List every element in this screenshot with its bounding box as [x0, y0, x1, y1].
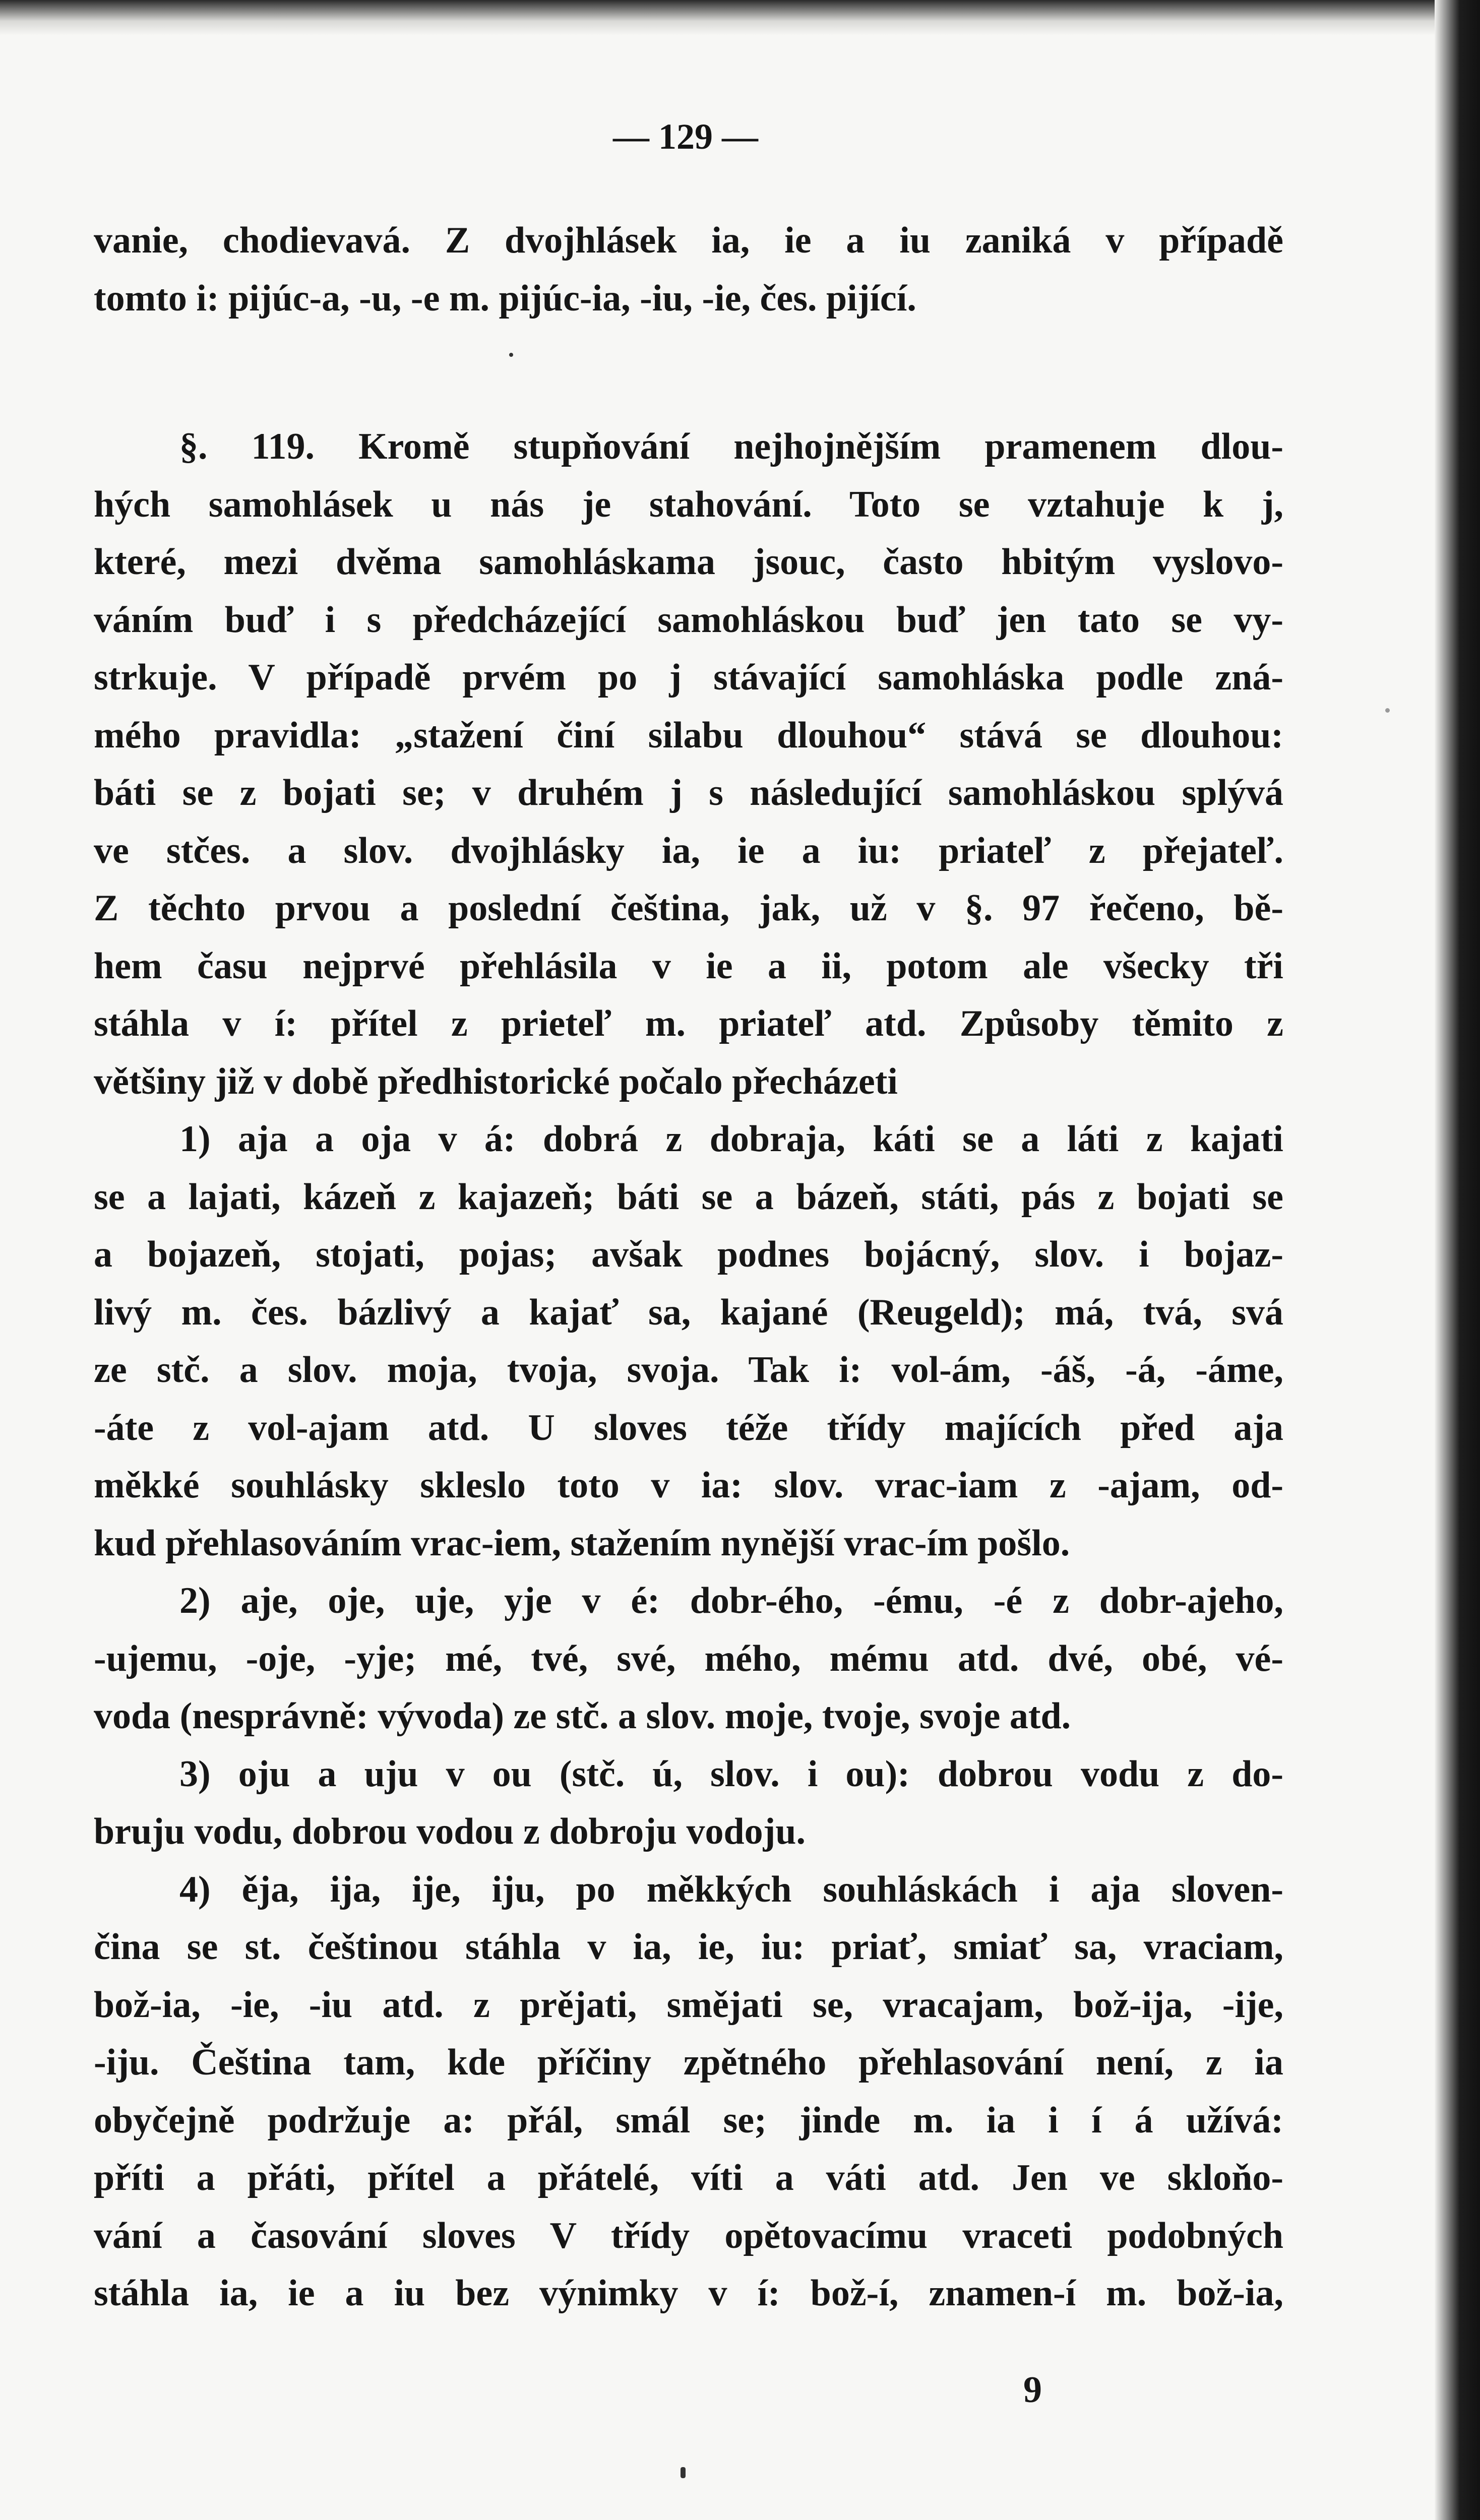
- text-line: kud přehlasováním vrac-iem, stažením nynější vrac-ím pošlo.: [94, 1522, 1070, 1564]
- text-line: 4) ěja, ija, ije, iju, po měkkých souhláskách i aja sloven-: [179, 1868, 1283, 1910]
- text-line: 1) aja a oja v á: dobrá z dobraja, káti se a láti z kajati: [179, 1118, 1283, 1160]
- text-line: se a lajati, kázeň z kajazeň; báti se a bázeň, státi, pás z bojati se: [94, 1176, 1283, 1218]
- text-line: hem času nejprvé přehlásila v ie a ii, potom ale všecky tři: [94, 945, 1283, 987]
- text-line: čina se st. češtinou stáhla v ia, ie, iu: priať, smiať sa, vraciam,: [94, 1926, 1283, 1968]
- text-line: hých samohlásek u nás je stahování. Toto se vztahuje k j,: [94, 483, 1283, 525]
- text-line: -áte z vol-ajam atd. U sloves téže třídy majících před aja: [94, 1407, 1283, 1448]
- text-line: obyčejně podržuje a: přál, smál se; jinde m. ia i í á užívá:: [94, 2099, 1283, 2141]
- page-top-edge: [0, 0, 1480, 35]
- text-line: Z těchto prvou a poslední čeština, jak, už v §. 97 řečeno, bě-: [94, 888, 1283, 929]
- ink-speck: [509, 353, 513, 357]
- text-line: voda (nesprávně: vývoda) ze stč. a slov. moje, tvoje, svoje atd.: [94, 1695, 1071, 1737]
- ink-speck: [1385, 708, 1390, 713]
- text-line: strkuje. V případě prvém po j stávající samohláska podle zná-: [94, 657, 1283, 698]
- text-line: 2) aje, oje, uje, yje v é: dobr-ého, -ému, -é z dobr-ajeho,: [179, 1580, 1283, 1621]
- text-line: 3) oju a uju v ou (stč. ú, slov. i ou): dobrou vodu z do-: [179, 1753, 1283, 1795]
- text-line: stáhla v í: přítel z prieteľ m. priateľ atd. Způsoby těmito z: [94, 1003, 1283, 1044]
- text-line: -iju. Čeština tam, kde příčiny zpětného přehlasování není, z ia: [94, 2042, 1283, 2083]
- text-line: stáhla ia, ie a iu bez výnimky v í: bož-í, znamen-í m. bož-ia,: [94, 2273, 1283, 2314]
- text-line: bruju vodu, dobrou vodou z dobroju vodoju.: [94, 1811, 806, 1852]
- paragraph-gap: [94, 327, 1283, 418]
- text-line: -ujemu, -oje, -yje; mé, tvé, své, mého, mému atd. dvé, obé, vé-: [94, 1637, 1283, 1679]
- text-line: váním buď i s předcházející samohláskou buď jen tato se vy-: [94, 599, 1283, 641]
- text-line: livý m. čes. bázlivý a kajať sa, kajané (Reugeld); má, tvá, svá: [94, 1291, 1283, 1333]
- text-line: většiny již v době předhistorické počalo přecházeti: [94, 1060, 898, 1102]
- page-right-edge: [1435, 0, 1480, 2520]
- text-line: a bojazeň, stojati, pojas; avšak podnes bojácný, slov. i bojaz-: [94, 1234, 1283, 1275]
- text-line: vanie, chodievavá. Z dvojhlásek ia, ie a iu zaniká v případě: [94, 220, 1283, 261]
- body-text: [94, 212, 1283, 2322]
- ink-speck: [681, 2467, 686, 2478]
- text-line: měkké souhlásky skleslo toto v ia: slov. vrac-iam z -ajam, od-: [94, 1465, 1283, 1506]
- text-line: ze stč. a slov. moja, tvoja, svoja. Tak i: vol-ám, -áš, -á, -áme,: [94, 1349, 1283, 1391]
- page-number-header: — 129 —: [613, 116, 758, 157]
- text-line: bož-ia, -ie, -iu atd. z prějati, smějati se, vracajam, bož-ija, -ije,: [94, 1984, 1283, 2026]
- text-line: které, mezi dvěma samohláskama jsouc, často hbitým vyslovo-: [94, 541, 1283, 583]
- text-line: příti a přáti, přítel a přátelé, víti a váti atd. Jen ve skloňo-: [94, 2157, 1283, 2198]
- text-line: báti se z bojati se; v druhém j s následující samohláskou splývá: [94, 772, 1283, 813]
- text-line: §. 119. Kromě stupňování nejhojnějším pramenem dlou-: [179, 426, 1283, 467]
- signature-mark: 9: [1023, 2369, 1042, 2411]
- text-line: mého pravidla: „stažení činí silabu dlouhou“ stává se dlouhou:: [94, 714, 1283, 756]
- text-line: tomto i: pijúc-a, -u, -e m. pijúc-ia, -iu, -ie, čes. pijící.: [94, 277, 916, 319]
- text-line: ve stčes. a slov. dvojhlásky ia, ie a iu: priateľ z přejateľ.: [94, 830, 1283, 871]
- text-line: vání a časování sloves V třídy opětovacímu vraceti podobných: [94, 2215, 1283, 2256]
